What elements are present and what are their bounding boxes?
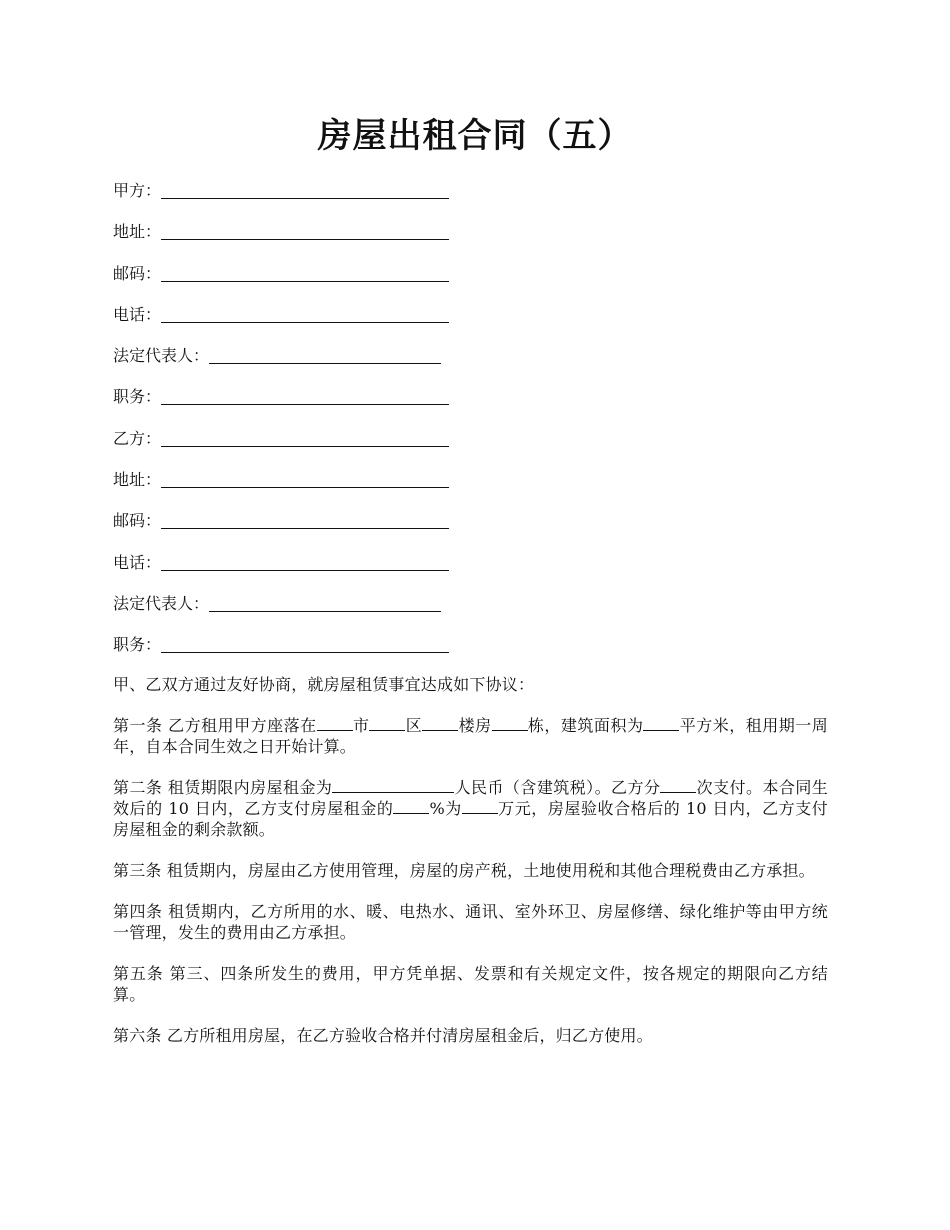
party-b-name-field (113, 426, 813, 467)
fill-in-line[interactable] (161, 508, 449, 529)
article-2-text: 万元，房屋验收合格后的 10 日内，乙方支付房屋租金的剩余款额。 (113, 799, 828, 839)
fill-in-line[interactable] (161, 178, 449, 199)
article-1-text: 平方米，租用期一周年，自本合同生效之日开始计算。 (113, 716, 828, 756)
blank-city[interactable] (317, 715, 353, 731)
party-a-legal-rep-field (113, 343, 813, 384)
field-label: 邮码： (113, 511, 162, 531)
blank-area[interactable] (643, 715, 679, 731)
intro-paragraph: 甲、乙双方通过友好协商，就房屋租赁事宜达成如下协议： (113, 675, 535, 694)
party-b-phone-field (113, 550, 813, 591)
article-1-text: 区 (405, 716, 423, 735)
article-5: 第五条 第三、四条所发生的费用，甲方凭单据、发票和有关规定文件，按各规定的期限向乙方结算。 (113, 964, 828, 1004)
party-a-phone-field (113, 302, 813, 343)
party-b-address-field (113, 467, 813, 508)
field-label: 职务： (113, 635, 162, 655)
party-a-address-field (113, 219, 813, 260)
fill-in-line[interactable] (161, 261, 449, 282)
article-1 (113, 715, 828, 757)
blank-rent-amount[interactable] (332, 777, 454, 793)
fill-in-line[interactable] (161, 302, 449, 323)
blank-percent[interactable] (393, 798, 429, 814)
fill-in-line[interactable] (161, 632, 449, 653)
field-label: 电话： (113, 304, 162, 324)
blank-installments[interactable] (660, 777, 696, 793)
article-1-text: 栋，建筑面积为 (527, 716, 644, 735)
blank-amount[interactable] (462, 798, 498, 814)
field-label: 乙方： (113, 428, 162, 448)
fill-in-line[interactable] (161, 426, 449, 447)
blank-district[interactable] (369, 715, 405, 731)
field-label: 地址： (113, 222, 162, 242)
article-2 (113, 777, 828, 840)
article-1-text: 市 (352, 716, 370, 735)
contract-body (113, 674, 828, 1066)
field-label: 电话： (113, 552, 162, 572)
fill-in-line[interactable] (161, 219, 449, 240)
article-2-text: 人民币（含建筑税）。乙方分 (454, 778, 661, 797)
field-label: 地址： (113, 470, 162, 490)
party-b-position-field (113, 632, 813, 673)
field-label: 法定代表人： (113, 346, 210, 366)
document-title: 房屋出租合同（五） (317, 116, 633, 156)
field-label: 职务： (113, 387, 162, 407)
party-b-postcode-field (113, 508, 813, 549)
article-6: 第六条 乙方所租用房屋，在乙方验收合格并付清房屋租金后，归乙方使用。 (113, 1026, 653, 1045)
field-label: 法定代表人： (113, 593, 210, 613)
article-3: 第三条 租赁期内，房屋由乙方使用管理，房屋的房产税，土地使用税和其他合理税费由乙方承担。 (113, 861, 815, 880)
fill-in-line[interactable] (161, 467, 449, 488)
fill-in-line[interactable] (209, 343, 441, 364)
field-label: 甲方： (113, 181, 162, 200)
fill-in-line[interactable] (161, 384, 449, 405)
field-label: 邮码： (113, 263, 162, 283)
article-2-text: %为 (429, 799, 462, 818)
blank-building[interactable] (422, 715, 458, 731)
fill-in-line[interactable] (161, 550, 449, 571)
party-a-position-field (113, 384, 813, 425)
party-a-name-field (113, 178, 813, 219)
party-b-legal-rep-field (113, 591, 813, 632)
party-fields (113, 178, 813, 674)
party-a-postcode-field (113, 261, 813, 302)
blank-block[interactable] (492, 715, 528, 731)
article-1-text: 第一条 乙方租用甲方座落在 (113, 716, 317, 735)
article-2-text: 次支付。本合同生效后的 10 日内，乙方支付房屋租金的 (113, 778, 828, 818)
article-4: 第四条 租赁期内，乙方所用的水、暖、电热水、通讯、室外环卫、房屋修缮、绿化维护等由甲方统一管理，发生的费用由乙方承担。 (113, 902, 828, 942)
article-1-text: 楼房 (458, 716, 492, 735)
fill-in-line[interactable] (209, 591, 441, 612)
article-2-text: 第二条 租赁期限内房屋租金为 (113, 778, 333, 797)
